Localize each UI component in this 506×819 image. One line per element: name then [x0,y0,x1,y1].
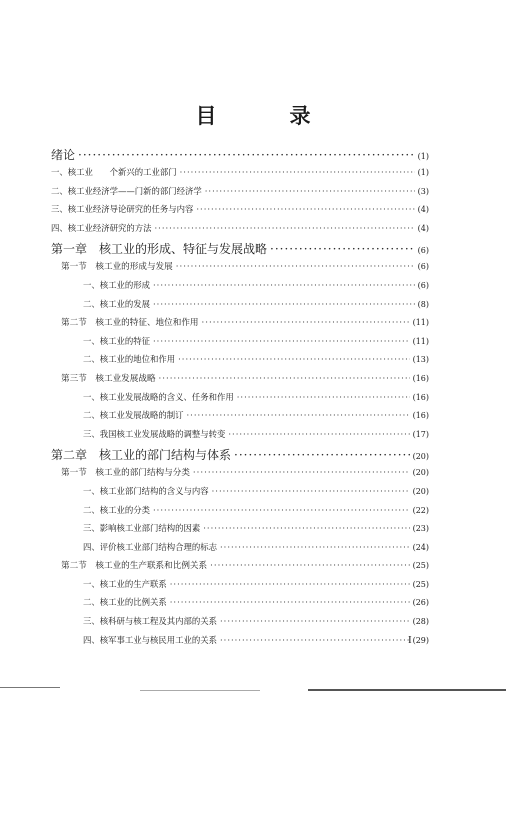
toc-entry-title: 二、核工业经济学——门新的部门经济学 [51,185,202,196]
toc-entry [51,504,429,523]
toc-entry-page: (25) [412,561,429,571]
toc-leader-dots [196,204,414,214]
page-number: I [408,634,412,646]
toc-entry-page: (4) [417,223,429,233]
toc-entry-title: 四、核工业经济研究的方法 [51,222,152,233]
toc-entry [51,466,429,485]
toc-entry-page: (13) [412,355,429,365]
toc-entry-title: 一、核工业部门结构的含义与内容 [83,485,209,496]
toc-entry-title: 绪论 [51,148,76,162]
toc-entry-title: 三、影响核工业部门结构的因素 [83,523,201,534]
toc-entry-page: (4) [417,205,429,215]
toc-entry-page: (11) [412,318,429,328]
toc-entry [51,298,429,317]
toc-entry-title: 三、核科研与核工程及其内部的关系 [83,616,217,627]
bottom-rule-middle [140,690,260,691]
toc-leader-dots [155,223,415,233]
page-title: 目 录 [195,104,337,128]
toc-entry [51,372,429,391]
toc-entry [51,335,429,354]
toc-entry-page: (6) [417,280,429,290]
toc-leader-dots [180,167,415,177]
toc-entry [51,522,429,541]
toc-entry [51,634,429,653]
toc-entry-title: 三、核工业经济导论研究的任务与内容 [51,204,194,215]
toc-leader-dots [234,448,410,462]
toc-entry [51,185,429,204]
toc-leader-dots [202,318,410,328]
toc-entry [51,541,429,560]
toc-entry [51,428,429,447]
bottom-rule-right [308,689,506,691]
toc-entry-title: 二、核工业的比例关系 [83,597,167,608]
toc-entry [51,409,429,428]
toc-entry [51,615,429,634]
toc-entry [51,203,429,222]
toc-leader-dots [210,561,409,571]
toc-leader-dots [78,148,415,162]
toc-entry-title: 第二节 核工业的生产联系和比例关系 [61,561,208,572]
toc-entry-page: (8) [417,299,429,309]
toc-leader-dots [220,635,410,645]
toc-entry-title: 第二节 核工业的特征、地位和作用 [61,318,199,329]
toc-entry-title: 二、核工业的发展 [83,298,150,309]
toc-entry-title: 一、核工业 个新兴的工业部门 [51,167,177,177]
toc-leader-dots [176,262,415,272]
toc-entry [51,485,429,504]
toc-entry-title: 一、核工业发展战略的含义、任务和作用 [83,391,234,402]
toc-entry [51,279,429,298]
toc-entry-page: (6) [417,262,429,272]
toc-leader-dots [220,542,410,552]
toc-leader-dots [153,280,415,290]
toc-leader-dots [153,505,410,515]
toc-leader-dots [170,597,410,607]
toc-entry-page: (16) [412,411,429,421]
toc-entry-page: (16) [412,373,429,383]
toc-leader-dots [153,336,410,346]
toc-entry-page: (26) [412,598,429,608]
toc-entry-title: 二、核工业的地位和作用 [83,354,176,365]
toc-entry [51,222,429,241]
toc-entry-title: 第一章 核工业的形成、特征与发展战略 [51,242,268,257]
toc-entry [51,446,429,466]
toc-entry-title: 一、核工业的生产联系 [83,578,167,589]
toc-entry-title: 第一节 核工业的形成与发展 [61,262,173,273]
toc-entry-page: (3) [417,186,429,196]
toc-entry-title: 第二章 核工业的部门结构与体系 [51,448,232,463]
toc-entry [51,353,429,372]
toc-entry-page: (23) [412,524,429,534]
toc-leader-dots [212,486,410,496]
toc-entry-page: (17) [412,429,429,439]
toc-entry-page: (28) [412,617,429,627]
toc-entry-title: 四、核军事工业与核民用工业的关系 [83,634,217,645]
toc-entry-page: (24) [412,542,429,552]
toc-entry-title: 一、核工业的形成 [83,279,150,290]
table-of-contents [51,146,429,652]
toc-entry [51,316,429,335]
toc-entry-title: 四、评价核工业部门结构合理的标志 [83,541,217,552]
toc-entry [51,240,429,260]
toc-leader-dots [203,523,409,533]
toc-entry-title: 一、核工业的特征 [83,335,150,346]
toc-entry-title: 第三节 核工业发展战略 [61,373,156,384]
toc-entry-page: (29) [412,635,429,645]
toc-leader-dots [205,186,415,196]
toc-leader-dots [170,579,410,589]
toc-entry-title: 二、核工业发展战略的制订 [83,410,184,421]
toc-leader-dots [153,299,415,309]
toc-entry-page: (1) [417,168,429,177]
toc-leader-dots [220,616,410,626]
toc-entry [51,559,429,578]
toc-entry [51,166,429,185]
toc-entry [51,578,429,597]
toc-entry-page: (20) [412,486,429,496]
toc-entry-page: (25) [412,579,429,589]
toc-entry-page: (20) [412,468,429,478]
toc-entry-page: (11) [412,336,429,346]
toc-entry [51,391,429,410]
toc-entry [51,260,429,279]
toc-leader-dots [237,392,410,402]
toc-entry-page: (1) [417,152,429,161]
toc-leader-dots [187,410,410,420]
toc-leader-dots [270,242,415,256]
toc-leader-dots [228,429,409,439]
toc-entry-title: 二、核工业的分类 [83,504,150,515]
toc-entry-page: (20) [412,452,429,462]
toc-entry [51,146,429,166]
toc-leader-dots [159,374,410,384]
toc-entry-page: (22) [412,505,429,515]
toc-entry [51,596,429,615]
toc-entry-title: 三、我国核工业发展战略的调整与转变 [83,428,226,439]
toc-entry-page: (6) [417,246,429,256]
toc-entry-page: (16) [412,392,429,402]
toc-leader-dots [178,354,409,364]
toc-leader-dots [193,468,410,478]
bottom-rule-left [0,687,60,688]
toc-entry-title: 第一节 核工业的部门结构与分类 [61,468,190,479]
